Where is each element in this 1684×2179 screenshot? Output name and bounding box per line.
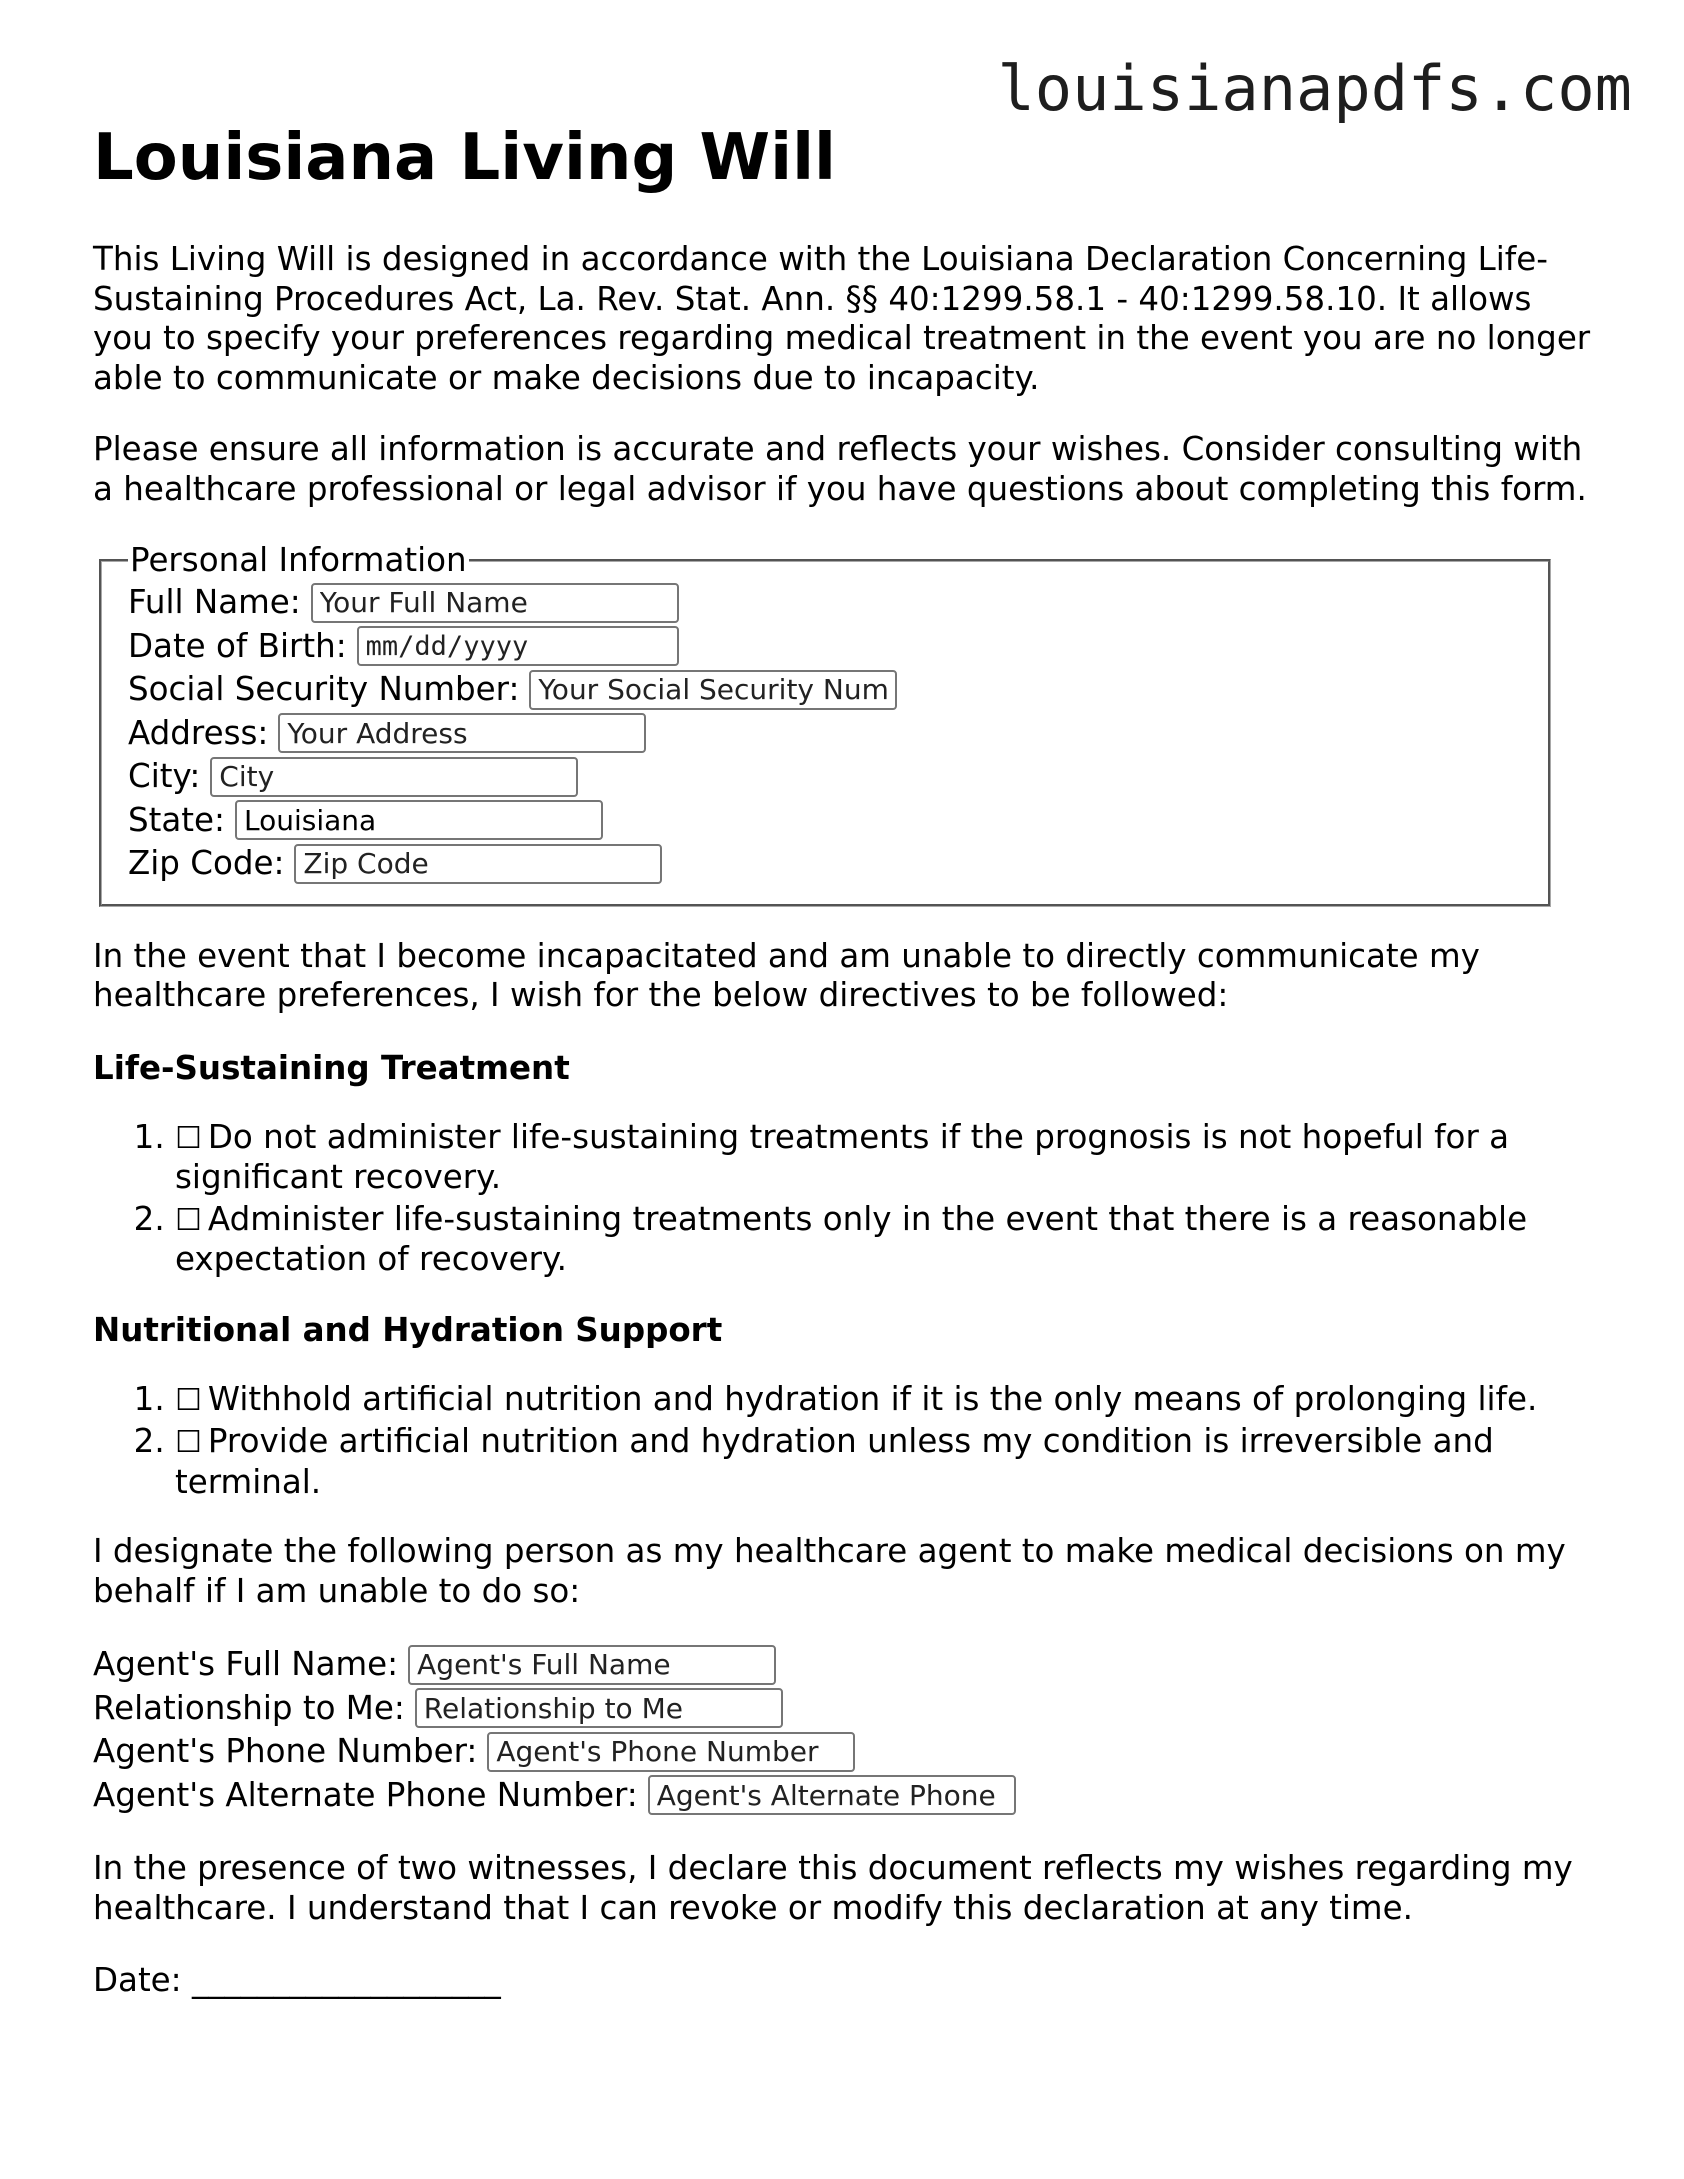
address-label: Address: <box>128 713 269 752</box>
agent-phone-input[interactable] <box>487 1732 855 1772</box>
zip-code-label: Zip Code: <box>128 844 285 882</box>
checkbox-icon[interactable]: ☐ <box>175 1120 202 1156</box>
checkbox-icon[interactable]: ☐ <box>175 1382 202 1418</box>
agent-phone-row <box>93 1730 1591 1774</box>
zip-code-input[interactable] <box>294 844 662 884</box>
ssn-input[interactable] <box>529 670 897 710</box>
checkbox-icon[interactable]: ☐ <box>175 1425 202 1460</box>
life-sustaining-options <box>93 1118 1591 1280</box>
full-name-input[interactable] <box>311 583 679 623</box>
agent-full-name-row <box>93 1643 1591 1687</box>
agent-fields <box>93 1643 1591 1817</box>
agent-intro: I designate the following person as my healthcare agent to make medical decisions on my behalf if I am unable to do so: <box>93 1532 1566 1610</box>
state-input[interactable] <box>235 800 603 840</box>
nutrition-option-1 <box>175 1380 1591 1421</box>
nutrition-options <box>93 1380 1591 1503</box>
intro-paragraph-1: This Living Will is designed in accordance with the Louisiana Declaration Concerning Life-Sustaining Procedures Act, La. Rev. Stat. Ann. §§ 40:1299.58.1 - 40:1299.58.10. It allows you to specify your preferences regarding medical treatment in the event you are no longer able to communicate or make decisions due to incapacity. <box>93 240 1591 397</box>
state-label: State: <box>128 800 225 839</box>
address-input[interactable] <box>278 713 646 753</box>
state-row <box>128 799 1520 843</box>
city-input[interactable] <box>210 757 578 797</box>
personal-information-fieldset <box>99 541 1551 907</box>
agent-full-name-input[interactable] <box>408 1645 776 1685</box>
option-text: Withhold artificial nutrition and hydration if it is the only means of prolonging life. <box>207 1379 1538 1418</box>
relationship-row <box>93 1687 1591 1731</box>
agent-phone-label: Agent's Phone Number: <box>93 1732 478 1770</box>
agent-alt-phone-label: Agent's Alternate Phone Number: <box>93 1775 638 1814</box>
agent-full-name-label: Agent's Full Name: <box>93 1645 399 1683</box>
nutrition-option-2 <box>175 1422 1591 1502</box>
address-row <box>128 712 1520 756</box>
full-name-label: Full Name: <box>128 583 301 621</box>
page-title: Louisiana Living Will <box>93 121 836 195</box>
relationship-input[interactable] <box>415 1688 783 1728</box>
life-sustaining-option-1 <box>175 1118 1591 1198</box>
option-text: Provide artificial nutrition and hydration unless my condition is irreversible and terminal. <box>175 1422 1494 1501</box>
date-of-birth-label: Date of Birth: <box>128 626 347 665</box>
personal-information-legend: Personal Information <box>130 541 467 579</box>
zip-code-row <box>128 842 1520 886</box>
directive-intro: In the event that I become incapacitated and am unable to directly communicate my healthcare preferences, I wish for the below directives to be followed: <box>93 936 1480 1014</box>
site-watermark: louisianapdfs.com <box>997 52 1632 125</box>
ssn-row <box>128 668 1520 712</box>
ssn-label: Social Security Number: <box>128 670 520 708</box>
date-of-birth-input[interactable] <box>357 626 679 666</box>
full-name-row <box>128 581 1520 625</box>
date-of-birth-row <box>128 625 1520 669</box>
city-row <box>128 755 1520 799</box>
option-text: Do not administer life-sustaining treatments if the prognosis is not hopeful for a significant recovery. <box>175 1117 1510 1196</box>
agent-alt-phone-input[interactable] <box>648 1775 1016 1815</box>
declaration-paragraph: In the presence of two witnesses, I declare this document reflects my wishes regarding my healthcare. I understand that I can revoke or modify this declaration at any time. <box>93 1849 1573 1927</box>
life-sustaining-option-2 <box>175 1200 1591 1280</box>
checkbox-icon[interactable]: ☐ <box>175 1202 202 1238</box>
option-text: Administer life-sustaining treatments only in the event that there is a reasonable expectation of recovery. <box>175 1199 1528 1278</box>
life-sustaining-heading: Life-Sustaining Treatment <box>93 1048 570 1087</box>
city-label: City: <box>128 757 201 795</box>
date-line: Date: ___________________ <box>93 1961 501 1999</box>
relationship-label: Relationship to Me: <box>93 1688 405 1727</box>
intro-paragraph-2: Please ensure all information is accurate and reflects your wishes. Consider consulting with a healthcare professional or legal advisor if you have questions about completing this form. <box>93 430 1587 508</box>
agent-alt-phone-row <box>93 1774 1591 1818</box>
living-will-form <box>93 118 1591 2000</box>
nutrition-heading: Nutritional and Hydration Support <box>93 1310 723 1349</box>
